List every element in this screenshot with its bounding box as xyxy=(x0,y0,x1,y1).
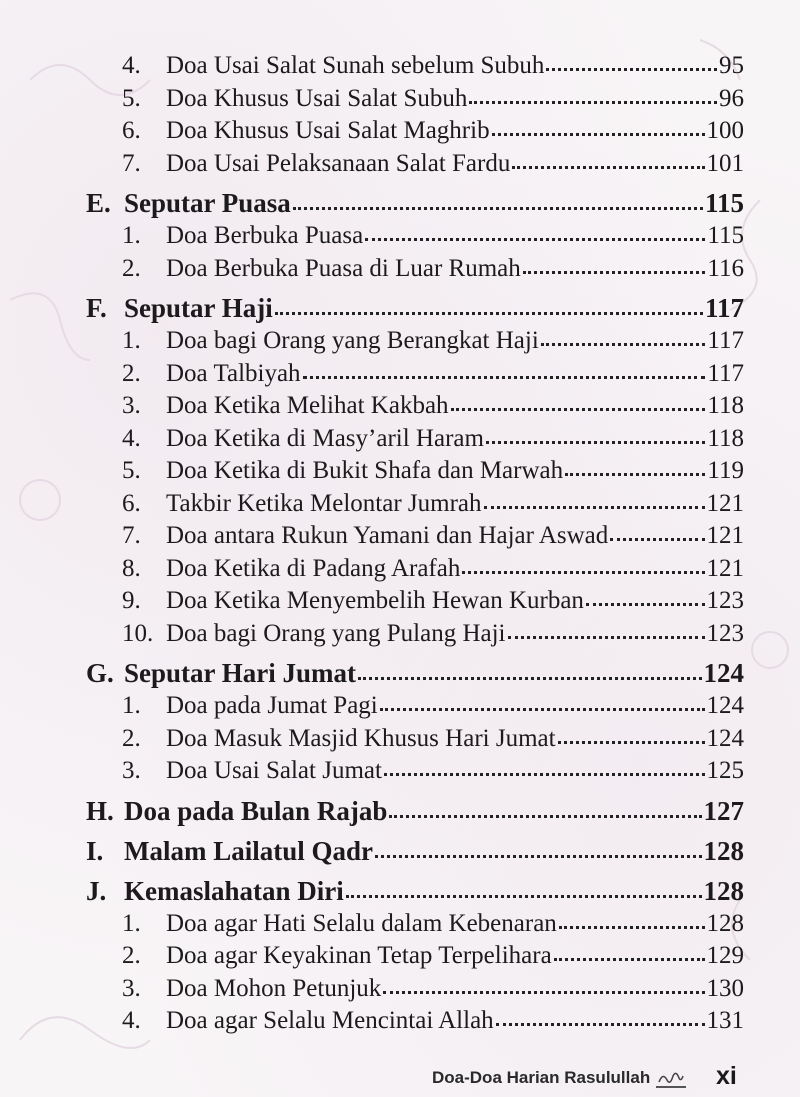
toc-item[interactable] xyxy=(86,725,744,758)
item-page: 129 xyxy=(706,942,744,969)
item-title: Doa Masuk Masjid Khusus Hari Jumat xyxy=(166,724,556,752)
item-title: Takbir Ketika Melontar Jumrah xyxy=(166,489,482,517)
item-number: 4. xyxy=(122,424,141,452)
item-page: 96 xyxy=(719,84,744,112)
item-title: Doa Berbuka Puasa di Luar Rumah xyxy=(166,254,521,282)
toc-item[interactable] xyxy=(86,692,744,725)
section-page: 115 xyxy=(704,188,744,218)
item-page: 125 xyxy=(706,757,744,784)
running-footer xyxy=(432,1068,686,1088)
item-number: 6. xyxy=(122,117,141,144)
toc-item[interactable] xyxy=(86,555,744,588)
leader-dots xyxy=(389,815,701,818)
toc-item[interactable] xyxy=(86,327,744,360)
item-title: Doa Ketika di Bukit Shafa dan Marwah xyxy=(166,457,564,484)
item-page: 130 xyxy=(706,974,744,1002)
item-number: 1. xyxy=(122,692,141,719)
section-title: Seputar Hari Jumat xyxy=(124,658,357,688)
section-letter: J. xyxy=(86,875,107,906)
leader-dots xyxy=(565,473,705,476)
item-page: 121 xyxy=(706,489,744,517)
toc-item[interactable] xyxy=(86,85,744,118)
section-letter: H. xyxy=(86,795,114,826)
toc-item[interactable] xyxy=(86,150,744,183)
item-page: 121 xyxy=(706,522,744,549)
item-title: Doa bagi Orang yang Berangkat Haji xyxy=(166,327,539,354)
toc-section-i[interactable] xyxy=(86,836,744,870)
item-number: 2. xyxy=(122,359,141,387)
item-page: 124 xyxy=(706,724,744,752)
leader-dots xyxy=(523,271,706,274)
item-number: 1. xyxy=(122,222,141,249)
leader-dots xyxy=(451,408,706,411)
leader-dots xyxy=(380,708,705,711)
toc-item[interactable] xyxy=(86,360,744,393)
item-number: 3. xyxy=(122,974,141,1002)
item-number: 1. xyxy=(122,327,141,354)
item-title: Doa Mohon Petunjuk xyxy=(166,974,382,1002)
item-title: Doa antara Rukun Yamani dan Hajar Aswad xyxy=(166,522,609,549)
toc-item[interactable] xyxy=(86,117,744,150)
item-page: 121 xyxy=(706,554,744,582)
item-number: 9. xyxy=(122,587,141,614)
item-title: Doa Khusus Usai Salat Subuh xyxy=(166,84,468,112)
leader-dots xyxy=(383,991,704,994)
toc-item[interactable] xyxy=(86,975,744,1008)
toc-item[interactable] xyxy=(86,490,744,523)
item-page: 118 xyxy=(707,392,744,419)
leader-dots xyxy=(346,895,702,898)
item-page: 115 xyxy=(707,222,744,249)
item-number: 2. xyxy=(122,254,141,282)
toc-item[interactable] xyxy=(86,457,744,490)
table-of-contents xyxy=(86,52,744,1040)
item-number: 3. xyxy=(122,392,141,419)
leader-dots xyxy=(275,312,703,315)
item-page: 100 xyxy=(706,117,744,144)
leader-dots xyxy=(303,376,706,379)
leader-dots xyxy=(586,603,705,606)
section-page: 124 xyxy=(703,658,744,688)
item-number: 5. xyxy=(122,84,141,112)
page-number: xi xyxy=(716,1062,737,1090)
item-number: 3. xyxy=(122,757,141,784)
item-page: 124 xyxy=(706,692,744,719)
leader-dots xyxy=(558,741,705,744)
section-title: Seputar Puasa xyxy=(124,188,291,218)
item-title: Doa Ketika di Padang Arafah xyxy=(166,554,461,582)
leader-dots xyxy=(486,441,705,444)
toc-item[interactable] xyxy=(86,522,744,555)
leader-dots xyxy=(554,958,705,961)
section-title: Malam Lailatul Qadr xyxy=(124,835,373,866)
toc-item[interactable] xyxy=(86,910,744,943)
section-letter: G. xyxy=(86,658,114,688)
section-title: Kemaslahatan Diri xyxy=(124,875,344,906)
item-page: 118 xyxy=(707,424,744,452)
item-title: Doa Usai Salat Jumat xyxy=(166,757,382,784)
item-number: 2. xyxy=(122,942,141,969)
item-title: Doa agar Hati Selalu dalam Kebenaran xyxy=(166,909,557,937)
section-letter: E. xyxy=(86,188,111,218)
leader-dots xyxy=(541,343,706,346)
item-title: Doa Berbuka Puasa xyxy=(166,222,364,249)
leader-dots xyxy=(559,926,705,929)
section-page: 128 xyxy=(703,875,744,906)
item-number: 10. xyxy=(122,619,154,647)
item-page: 117 xyxy=(707,359,744,387)
toc-item[interactable] xyxy=(86,255,744,288)
item-title: Doa Ketika di Masy’aril Haram xyxy=(166,424,484,452)
leader-dots xyxy=(546,68,717,71)
item-page: 131 xyxy=(706,1007,744,1034)
item-title: Doa agar Selalu Mencintai Allah xyxy=(166,1007,494,1034)
item-number: 2. xyxy=(122,724,141,752)
leader-dots xyxy=(496,1023,705,1026)
leader-dots xyxy=(358,677,701,680)
section-letter: I. xyxy=(86,835,104,866)
leader-dots xyxy=(384,773,705,776)
toc-item[interactable] xyxy=(86,942,744,975)
item-number: 1. xyxy=(122,909,141,937)
toc-item[interactable] xyxy=(86,620,744,653)
section-letter: F. xyxy=(86,293,107,323)
toc-section-j[interactable] xyxy=(86,876,744,910)
item-page: 117 xyxy=(707,327,744,354)
section-title: Seputar Haji xyxy=(124,293,273,323)
toc-item[interactable] xyxy=(86,222,744,255)
item-title: Doa Talbiyah xyxy=(166,359,301,387)
item-number: 8. xyxy=(122,554,141,582)
section-title: Doa pada Bulan Rajab xyxy=(124,795,388,826)
item-page: 119 xyxy=(707,457,744,484)
toc-item[interactable] xyxy=(86,425,744,458)
item-page: 123 xyxy=(706,619,744,647)
toc-item[interactable] xyxy=(86,52,744,85)
item-title: Doa agar Keyakinan Tetap Terpelihara xyxy=(166,942,552,969)
item-page: 101 xyxy=(706,149,744,177)
item-page: 128 xyxy=(706,909,744,937)
item-page: 116 xyxy=(707,254,744,282)
toc-item[interactable] xyxy=(86,1007,744,1040)
leader-dots xyxy=(610,538,704,541)
toc-item[interactable] xyxy=(86,757,744,790)
leader-dots xyxy=(484,506,705,509)
section-page: 117 xyxy=(704,293,744,323)
item-number: 4. xyxy=(122,52,141,79)
toc-section-f[interactable] xyxy=(86,293,744,327)
leader-dots xyxy=(293,207,703,210)
section-page: 128 xyxy=(703,835,744,866)
item-number: 6. xyxy=(122,489,141,517)
item-title: Doa Ketika Menyembelih Hewan Kurban xyxy=(166,587,584,614)
item-number: 5. xyxy=(122,457,141,484)
item-page: 95 xyxy=(719,52,744,79)
item-title: Doa Ketika Melihat Kakbah xyxy=(166,392,449,419)
item-title: Doa bagi Orang yang Pulang Haji xyxy=(166,619,506,647)
item-page: 123 xyxy=(706,587,744,614)
leader-dots xyxy=(492,133,705,136)
item-title: Doa pada Jumat Pagi xyxy=(166,692,378,719)
toc-section-e[interactable] xyxy=(86,188,744,222)
leader-dots xyxy=(508,636,705,639)
item-title: Doa Usai Salat Sunah sebelum Subuh xyxy=(166,52,545,79)
section-page: 127 xyxy=(703,795,744,826)
item-number: 7. xyxy=(122,149,141,177)
leader-dots xyxy=(469,101,717,104)
toc-section-h[interactable] xyxy=(86,796,744,830)
toc-section-g[interactable] xyxy=(86,658,744,692)
leader-dots xyxy=(375,855,702,858)
toc-item[interactable] xyxy=(86,587,744,620)
item-number: 4. xyxy=(122,1007,141,1034)
toc-item[interactable] xyxy=(86,392,744,425)
item-number: 7. xyxy=(122,522,141,549)
item-title: Doa Khusus Usai Salat Maghrib xyxy=(166,117,490,144)
leader-dots xyxy=(462,571,704,574)
leader-dots xyxy=(365,238,705,241)
item-title: Doa Usai Pelaksanaan Salat Fardu xyxy=(166,149,511,177)
calligraphy-seal-icon xyxy=(656,1068,686,1088)
leader-dots xyxy=(512,166,704,169)
book-title: Doa-Doa Harian Rasulullah xyxy=(432,1068,651,1087)
